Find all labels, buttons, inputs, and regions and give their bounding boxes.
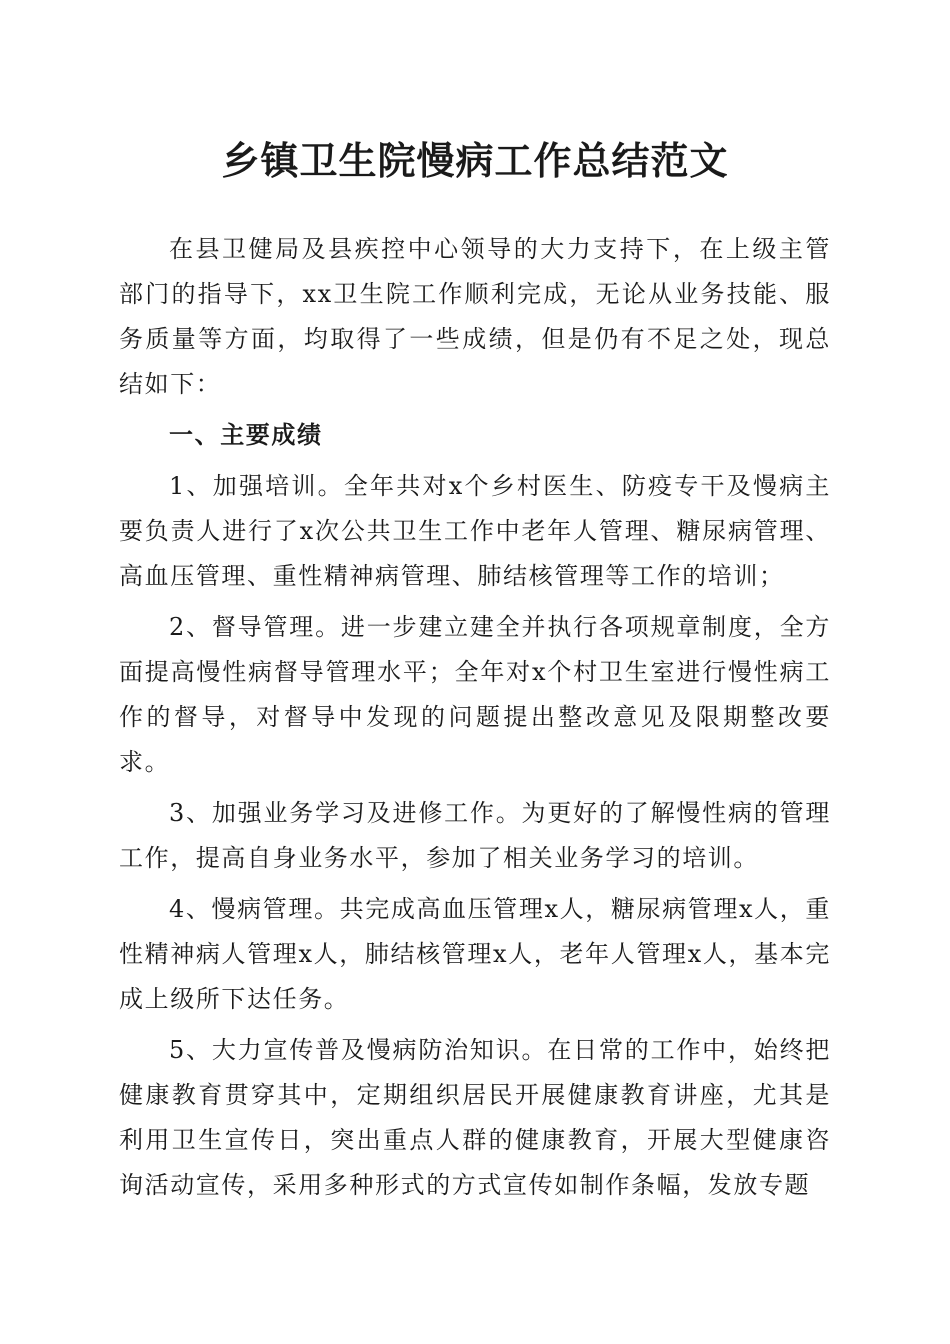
- paragraph-training: 1、加强培训。全年共对x个乡村医生、防疫专干及慢病主要负责人进行了x次公共卫生工作中老年人管理、糖尿病管理、高血压管理、重性精神病管理、肺结核管理等工作的培训；: [119, 472, 831, 590]
- paragraph-publicity: 5、大力宣传普及慢病防治知识。在日常的工作中，始终把健康教育贯穿其中，定期组织居民开展健康教育讲座，尤其是利用卫生宣传日，突出重点人群的健康教育，开展大型健康咨询活动宣传，采用多种形式的方式宣传如制作条幅，发放专题: [119, 1036, 831, 1199]
- document-title: 乡镇卫生院慢病工作总结范文: [221, 138, 729, 183]
- paragraph-supervision: 2、督导管理。进一步建立建全并执行各项规章制度，全方面提高慢性病督导管理水平；全年对x个村卫生室进行慢性病工作的督导，对督导中发现的问题提出整改意见及限期整改要求。: [119, 613, 831, 776]
- section-heading: 一、主要成绩: [169, 421, 323, 449]
- document-body: [119, 227, 831, 1208]
- paragraph-management: 4、慢病管理。共完成高血压管理x人，糖尿病管理x人，重性精神病人管理x人，肺结核管理x人，老年人管理x人，基本完成上级所下达任务。: [119, 895, 831, 1013]
- paragraph-study: 3、加强业务学习及进修工作。为更好的了解慢性病的管理工作，提高自身业务水平，参加了相关业务学习的培训。: [119, 799, 831, 872]
- intro-paragraph: 在县卫健局及县疾控中心领导的大力支持下，在上级主管部门的指导下，xx卫生院工作顺利完成，无论从业务技能、服务质量等方面，均取得了一些成绩，但是仍有不足之处，现总结如下：: [119, 235, 831, 398]
